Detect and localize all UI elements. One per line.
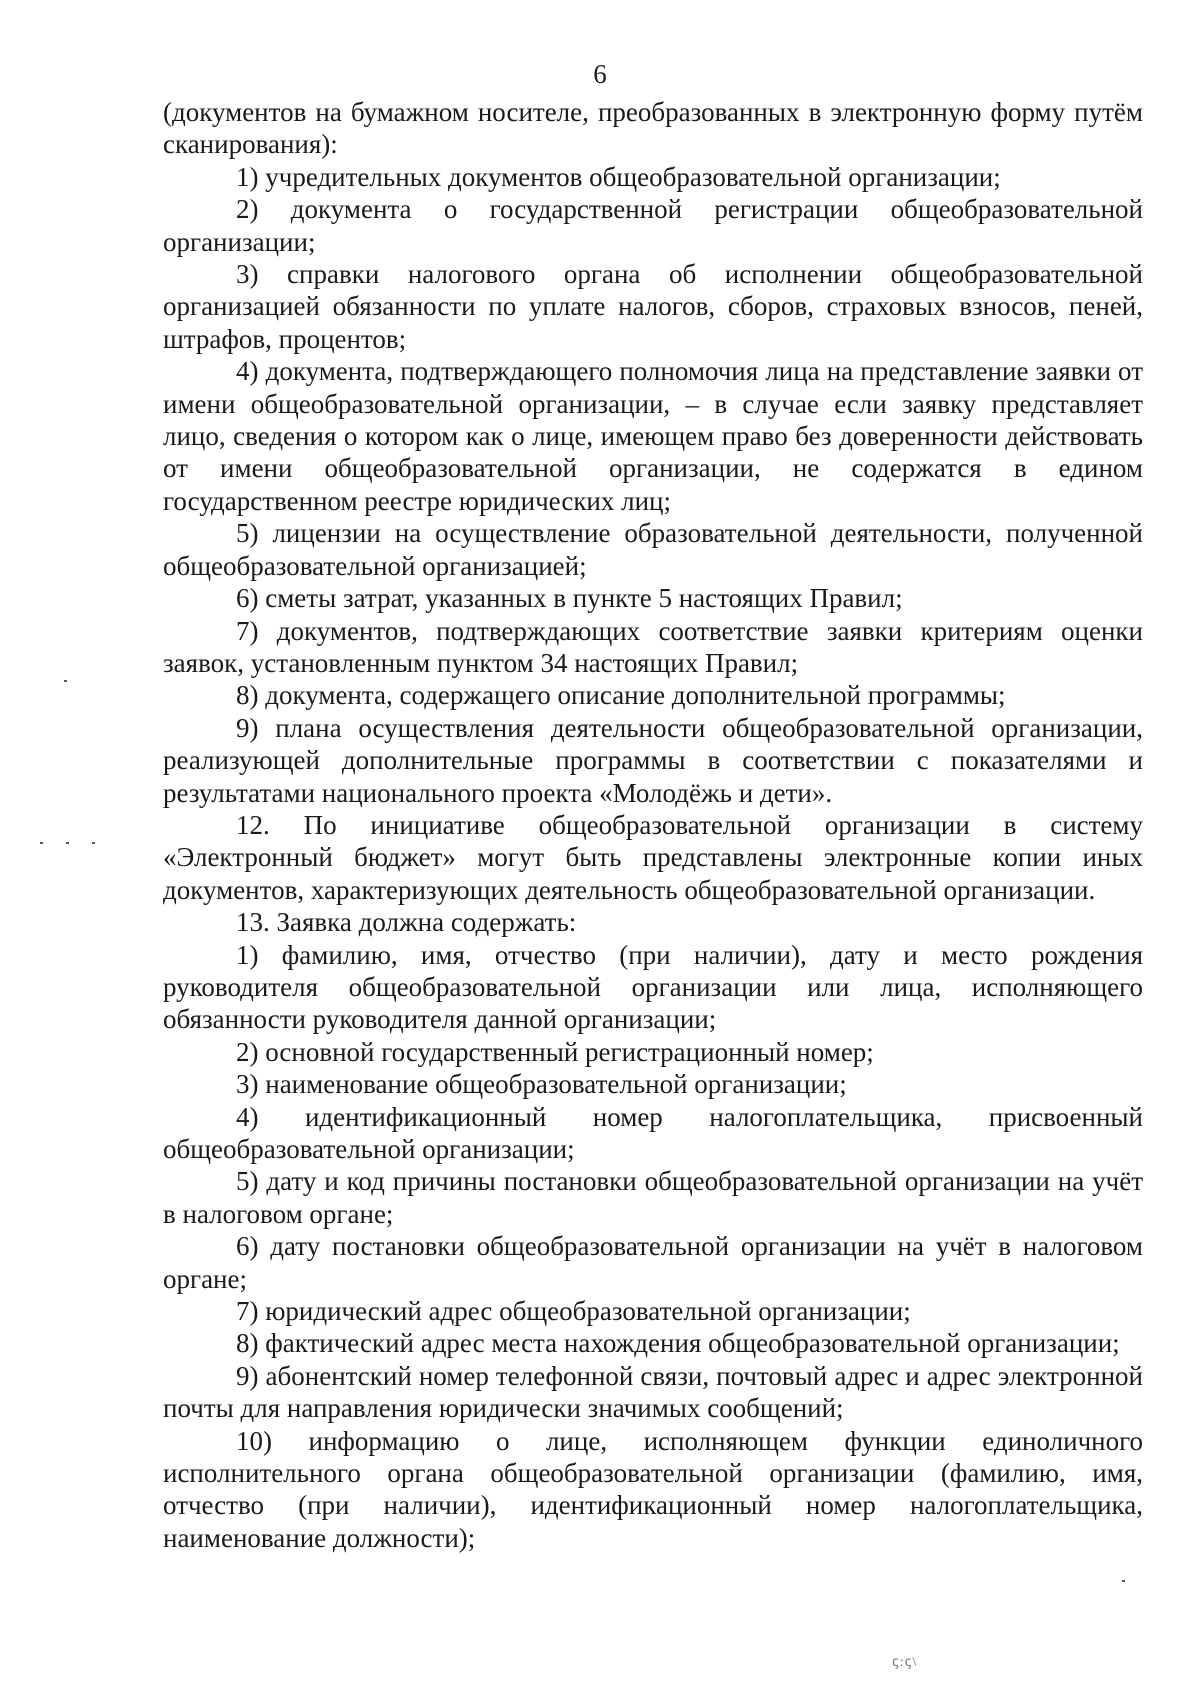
- requirement-5: 5) дату и код причины постановки общеобразовательной организации на учёт в налоговом органе;: [163, 1166, 1143, 1229]
- scan-speck: [92, 842, 95, 844]
- requirement-4: 4) идентификационный номер налогоплательщика, присвоенный общеобразовательной организации;: [163, 1101, 1143, 1164]
- requirement-9: 9) абонентский номер телефонной связи, почтовый адрес и адрес электронной почты для направления юридически значимых сообщений;: [163, 1360, 1143, 1424]
- list-item-3: 3) справки налогового органа об исполнении общеобразовательной организацией обязанности по уплате налогов, сборов, страховых взносов, пеней, штрафов, процентов;: [163, 259, 1143, 354]
- scan-speck: [66, 842, 69, 844]
- page-number: 6: [593, 59, 607, 89]
- requirement-7: 7) юридический адрес общеобразовательной организации;: [236, 1296, 911, 1327]
- scan-speck: [40, 842, 43, 844]
- list-item-9: 9) плана осуществления деятельности общеобразовательной организации, реализующей дополнительные программы в соответствии с показателями и результатами национального проекта «Молодёжь и дети».: [163, 712, 1143, 808]
- list-item-2: 2) документа о государственной регистрации общеобразовательной организации;: [163, 194, 1143, 257]
- document-body: [163, 96, 1143, 1554]
- scan-speck: [64, 680, 67, 682]
- requirement-1: 1) фамилию, имя, отчество (при наличии), дату и место рождения руководителя общеобразовательной организации или лица, исполняющего обязанности руководителя данной организации;: [163, 939, 1143, 1035]
- requirement-6: 6) дату постановки общеобразовательной организации на учёт в налоговом органе;: [163, 1231, 1143, 1294]
- list-item-4: 4) документа, подтверждающего полномочия лица на представление заявки от имени общеобразовательной организации, – в случае если заявку представляет лицо, сведения о котором как о лице, имеющем право без доверенности действовать от имени общеобразовательной организации, не содержатся в едином государственном реестре юридических лиц;: [163, 356, 1143, 516]
- requirement-2: 2) основной государственный регистрационный номер;: [236, 1036, 874, 1067]
- requirement-10: 10) информацию о лице, исполняющем функции единоличного исполнительного органа общеобразовательной организации (фамилию, имя, отчество (при наличии), идентификационный номер налогоплательщика, наименование должности);: [163, 1425, 1143, 1553]
- list-item-8: 8) документа, содержащего описание дополнительной программы;: [236, 680, 1006, 711]
- section-12: 12. По инициативе общеобразовательной организации в систему «Электронный бюджет» могут быть представлены электронные копии иных документов, характеризующих деятельность общеобразовательной организации.: [163, 809, 1143, 905]
- paragraph-continuation: (документов на бумажном носителе, преобразованных в электронную форму путём сканирования):: [163, 97, 1143, 160]
- section-13: 13. Заявка должна содержать:: [236, 907, 577, 938]
- requirement-8: 8) фактический адрес места нахождения общеобразовательной организации;: [236, 1328, 1120, 1359]
- list-item-1: 1) учредительных документов общеобразовательной организации;: [236, 161, 1001, 192]
- list-item-5: 5) лицензии на осуществление образовательной деятельности, полученной общеобразовательной организацией;: [163, 518, 1143, 581]
- scan-stamp-mark: ꞔ:ꞔ\: [892, 1655, 918, 1670]
- list-item-7: 7) документов, подтверждающих соответствие заявки критериям оценки заявок, установленным пунктом 34 настоящих Правил;: [163, 615, 1143, 678]
- requirement-3: 3) наименование общеобразовательной организации;: [236, 1069, 847, 1100]
- list-item-6: 6) сметы затрат, указанных в пункте 5 настоящих Правил;: [236, 583, 903, 614]
- scan-speck: [1122, 1580, 1125, 1582]
